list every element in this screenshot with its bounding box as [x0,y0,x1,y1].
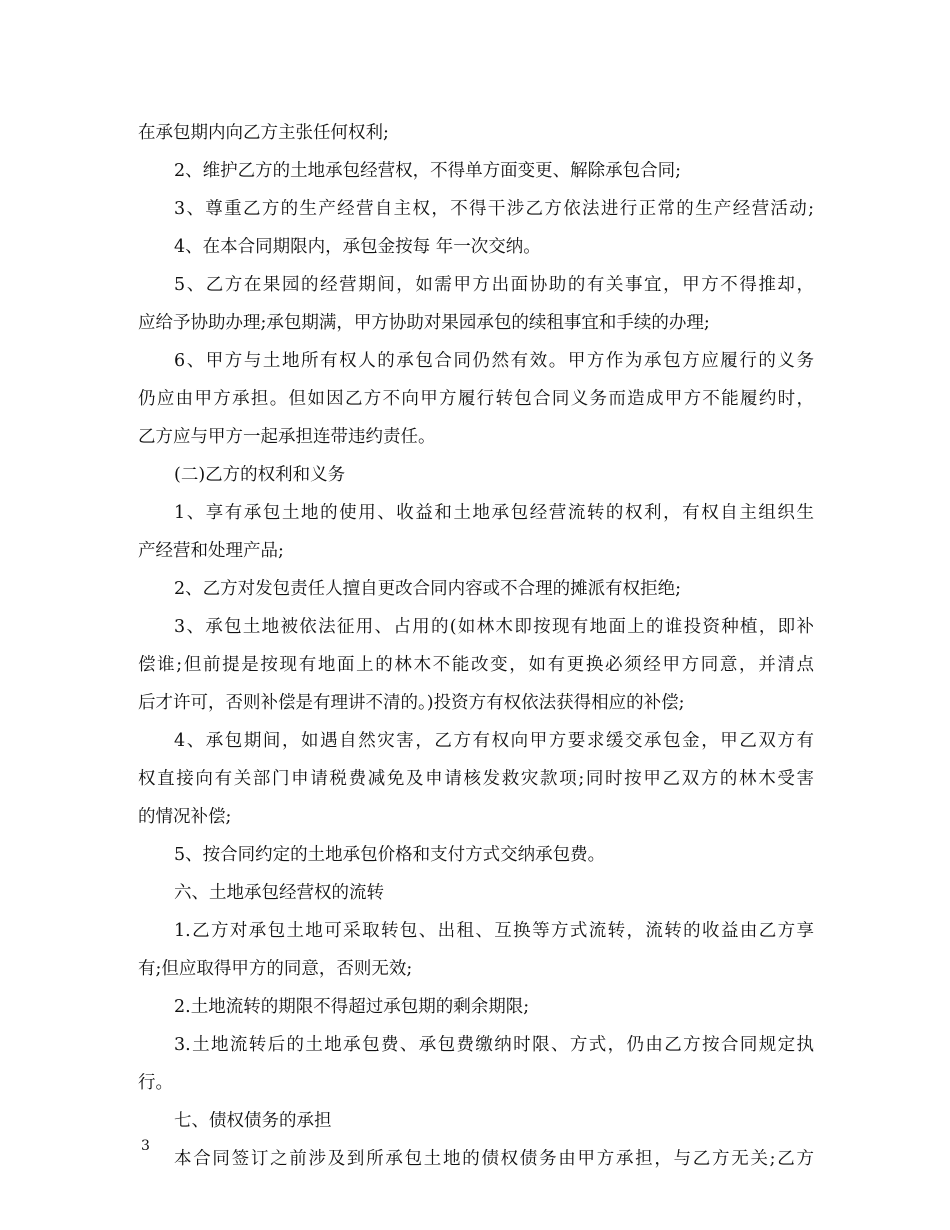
text-line: 1.乙方对承包土地可采取转包、出租、互换等方式流转，流转的收益由乙方享 [174,921,814,941]
text-line: 2、维护乙方的土地承包经营权，不得单方面变更、解除承包合同; [174,161,682,181]
text-line: 有;但应取得甲方的同意，否则无效; [138,959,413,979]
text-line: 1、享有承包土地的使用、收益和土地承包经营流转的权利，有权自主组织生 [174,503,814,523]
text-line: 产经营和处理产品; [138,541,284,561]
text-line: 4、在本合同期限内，承包金按每 年一次交纳。 [174,237,541,257]
text-line: 偿谁;但前提是按现有地面上的林木不能改变，如有更换必须经甲方同意，并清点 [138,655,814,675]
text-line: 4、承包期间，如遇自然灾害，乙方有权向甲方要求缓交承包金，甲乙双方有 [174,731,814,751]
text-line: 本合同签订之前涉及到所承包土地的债权债务由甲方承担，与乙方无关;乙方 [174,1149,814,1169]
text-line: 应给予协助办理;承包期满，甲方协助对果园承包的续租事宜和手续的办理; [138,313,710,333]
text-line: 行。 [138,1073,173,1093]
text-line: 乙方应与甲方一起承担连带违约责任。 [138,427,436,447]
text-line: 仍应由甲方承担。但如因乙方不向甲方履行转包合同义务而造成甲方不能履约时， [138,389,814,409]
text-line: 七、债权债务的承担 [174,1111,332,1131]
text-line: 3、尊重乙方的生产经营自主权，不得干涉乙方依法进行正常的生产经营活动; [174,199,814,219]
text-line: 5、乙方在果园的经营期间，如需甲方出面协助的有关事宜，甲方不得推却， [174,275,814,295]
text-line: 的情况补偿; [138,807,232,827]
text-line: (二)乙方的权利和义务 [174,465,346,485]
text-line: 后才许可，否则补偿是有理讲不清的。)投资方有权依法获得相应的补偿; [138,693,685,713]
text-line: 六、土地承包经营权的流转 [174,883,384,903]
text-line: 2、乙方对发包责任人擅自更改合同内容或不合理的摊派有权拒绝; [174,579,682,599]
text-line: 在承包期内向乙方主张任何权利; [138,123,389,143]
text-line: 3.土地流转后的土地承包费、承包费缴纳时限、方式，仍由乙方按合同规定执 [174,1035,814,1055]
text-line: 6、甲方与土地所有权人的承包合同仍然有效。甲方作为承包方应履行的义务 [174,351,814,371]
text-line: 权直接向有关部门申请税费减免及申请核发救灾款项;同时按甲乙双方的林木受害 [138,769,814,789]
text-line: 5、按合同约定的土地承包价格和支付方式交纳承包费。 [174,845,606,865]
text-line: 2.土地流转的期限不得超过承包期的剩余期限; [174,997,530,1017]
page-number: 3 [141,1138,150,1154]
text-line: 3、承包土地被依法征用、占用的(如林木即按现有地面上的谁投资种植，即补 [174,617,814,637]
body-text [138,114,814,1178]
